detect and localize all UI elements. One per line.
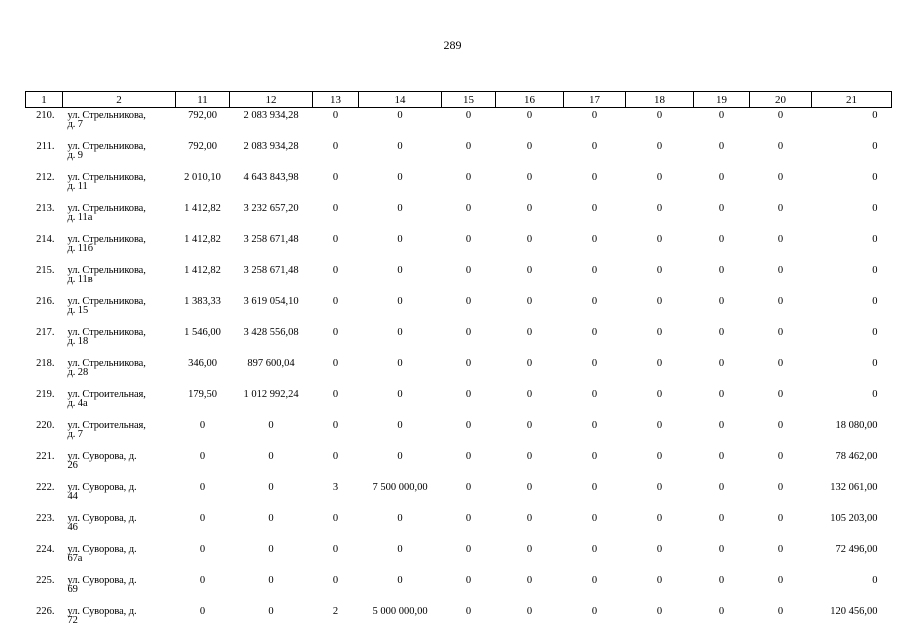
cell-col-11: 1 412,82 [184,234,221,245]
cell-col-11: 1 546,00 [184,327,221,338]
table-row [26,201,892,232]
cell-col-21: 78 462,00 [835,451,878,462]
address-street: ул. Стрельникова, [67,234,146,245]
data-table [25,91,892,635]
address-house: д. 18 [67,336,89,347]
cell-col-20: 0 [777,172,784,183]
cell-col-14: 0 [397,358,403,369]
page-number: 289 [443,38,462,52]
table-row [26,325,892,356]
cell-col-20: 0 [777,389,784,400]
cell-col-13: 0 [332,296,339,307]
address-cell [63,511,176,542]
cell-col-15: 0 [465,296,472,307]
address-street: ул. Суворова, д. [67,451,137,462]
row-number: 217. [36,327,55,338]
cell-col-21: 132 061,00 [830,482,878,493]
cell-col-15: 0 [465,544,472,555]
cell-col-13: 0 [332,265,339,276]
table-row [26,294,892,325]
cell-col-14: 0 [397,296,403,307]
cell-col-19: 0 [718,544,725,555]
cell-col-20: 0 [777,420,784,431]
address-house: д. 7 [67,429,83,440]
cell-col-15: 0 [465,203,472,214]
cell-col-13: 0 [332,327,339,338]
address-cell [63,325,176,356]
cell-col-11: 792,00 [188,141,217,152]
cell-col-11: 792,00 [188,110,217,121]
cell-col-16: 0 [526,358,533,369]
cell-col-16: 0 [526,389,533,400]
address-house: д. 9 [67,150,83,161]
row-number: 223. [36,513,55,524]
cell-col-18: 0 [656,389,663,400]
cell-col-20: 0 [777,513,784,524]
cell-col-18: 0 [656,265,663,276]
cell-col-19: 0 [718,451,725,462]
cell-col-11: 0 [199,420,206,431]
address-street: ул. Стрельникова, [67,358,146,369]
cell-col-17: 0 [591,327,598,338]
cell-col-19: 0 [718,172,725,183]
cell-col-14: 5 000 000,00 [372,606,428,617]
cell-col-21: 0 [872,265,878,276]
address-cell [63,573,176,604]
address-street: ул. Суворова, д. [67,606,137,617]
cell-col-18: 0 [656,234,663,245]
cell-col-21: 0 [872,172,878,183]
address-cell [63,480,176,511]
address-cell [63,294,176,325]
column-header-12: 12 [230,92,313,108]
address-cell [63,418,176,449]
table-row [26,232,892,263]
cell-col-13: 0 [332,544,339,555]
cell-col-17: 0 [591,234,598,245]
table-row [26,108,892,140]
cell-col-18: 0 [656,172,663,183]
cell-col-11: 0 [199,482,206,493]
cell-col-19: 0 [718,575,725,586]
cell-col-21: 0 [872,389,878,400]
cell-col-19: 0 [718,420,725,431]
cell-col-14: 0 [397,203,403,214]
cell-col-16: 0 [526,110,533,121]
table-row [26,263,892,294]
row-number: 210. [36,110,55,121]
cell-col-12: 0 [268,451,274,462]
cell-col-16: 0 [526,451,533,462]
address-cell [63,356,176,387]
cell-col-17: 0 [591,110,598,121]
cell-col-19: 0 [718,606,725,617]
cell-col-15: 0 [465,141,472,152]
cell-col-14: 0 [397,544,403,555]
cell-col-12: 4 643 843,98 [243,172,299,183]
cell-col-17: 0 [591,203,598,214]
cell-col-21: 18 080,00 [835,420,878,431]
cell-col-21: 120 456,00 [830,606,878,617]
cell-col-20: 0 [777,606,784,617]
cell-col-19: 0 [718,482,725,493]
cell-col-17: 0 [591,575,598,586]
address-street: ул. Суворова, д. [67,575,137,586]
row-number: 222. [36,482,55,493]
cell-col-15: 0 [465,575,472,586]
cell-col-18: 0 [656,110,663,121]
cell-col-21: 0 [872,296,878,307]
cell-col-21: 0 [872,110,878,121]
row-number: 215. [36,265,55,276]
cell-col-12: 3 258 671,48 [243,234,299,245]
cell-col-17: 0 [591,389,598,400]
cell-col-12: 3 619 054,10 [243,296,299,307]
cell-col-14: 0 [397,172,403,183]
cell-col-16: 0 [526,327,533,338]
cell-col-13: 0 [332,389,339,400]
cell-col-19: 0 [718,389,725,400]
row-number: 220. [36,420,55,431]
cell-col-18: 0 [656,606,663,617]
cell-col-12: 3 428 556,08 [243,327,299,338]
cell-col-20: 0 [777,482,784,493]
column-header-20: 20 [750,92,812,108]
cell-col-19: 0 [718,234,725,245]
cell-col-16: 0 [526,265,533,276]
row-number: 213. [36,203,55,214]
table-row [26,387,892,418]
cell-col-14: 0 [397,420,403,431]
cell-col-15: 0 [465,482,472,493]
cell-col-11: 0 [199,544,206,555]
cell-col-16: 0 [526,141,533,152]
cell-col-11: 1 412,82 [184,203,221,214]
address-house: 44 [67,491,78,502]
address-cell [63,139,176,170]
row-number: 216. [36,296,55,307]
row-number: 225. [36,575,55,586]
cell-col-14: 0 [397,234,403,245]
cell-col-14: 0 [397,389,403,400]
cell-col-11: 0 [199,575,206,586]
cell-col-20: 0 [777,203,784,214]
cell-col-20: 0 [777,575,784,586]
column-header-16: 16 [496,92,564,108]
cell-col-21: 0 [872,327,878,338]
cell-col-18: 0 [656,358,663,369]
cell-col-16: 0 [526,513,533,524]
cell-col-14: 0 [397,451,403,462]
address-cell [63,232,176,263]
cell-col-13: 0 [332,420,339,431]
address-cell [63,604,176,635]
table-row [26,480,892,511]
column-header-1: 1 [26,92,63,108]
cell-col-17: 0 [591,141,598,152]
table-row [26,139,892,170]
cell-col-21: 0 [872,141,878,152]
cell-col-13: 3 [332,482,339,493]
cell-col-13: 0 [332,110,339,121]
cell-col-17: 0 [591,606,598,617]
table-row [26,604,892,635]
column-header-19: 19 [694,92,750,108]
cell-col-12: 0 [268,544,274,555]
cell-col-16: 0 [526,203,533,214]
cell-col-17: 0 [591,451,598,462]
cell-col-11: 1 412,82 [184,265,221,276]
cell-col-14: 0 [397,327,403,338]
address-street: ул. Стрельникова, [67,110,146,121]
cell-col-20: 0 [777,110,784,121]
cell-col-19: 0 [718,265,725,276]
row-number: 221. [36,451,55,462]
cell-col-15: 0 [465,110,472,121]
cell-col-15: 0 [465,265,472,276]
cell-col-16: 0 [526,296,533,307]
cell-col-19: 0 [718,296,725,307]
cell-col-12: 897 600,04 [247,358,295,369]
cell-col-12: 2 083 934,28 [243,110,299,121]
address-cell [63,449,176,480]
column-header-11: 11 [176,92,230,108]
column-header-2: 2 [63,92,176,108]
column-header-14: 14 [359,92,442,108]
cell-col-21: 72 496,00 [835,544,878,555]
address-house: 46 [67,522,78,533]
cell-col-18: 0 [656,141,663,152]
address-house: д. 11а [67,212,93,223]
cell-col-13: 0 [332,203,339,214]
cell-col-21: 0 [872,358,878,369]
address-street: ул. Строительная, [67,389,146,400]
cell-col-20: 0 [777,234,784,245]
cell-col-13: 0 [332,451,339,462]
cell-col-21: 0 [872,203,878,214]
cell-col-20: 0 [777,141,784,152]
table-row [26,170,892,201]
cell-col-20: 0 [777,544,784,555]
address-street: ул. Стрельникова, [67,265,146,276]
row-number: 218. [36,358,55,369]
row-number: 214. [36,234,55,245]
cell-col-13: 0 [332,141,339,152]
cell-col-15: 0 [465,234,472,245]
cell-col-18: 0 [656,327,663,338]
cell-col-20: 0 [777,327,784,338]
cell-col-21: 105 203,00 [830,513,878,524]
address-street: ул. Суворова, д. [67,482,137,493]
address-cell [63,387,176,418]
column-header-21: 21 [812,92,892,108]
cell-col-17: 0 [591,513,598,524]
address-house: д. 11в [67,274,93,285]
cell-col-19: 0 [718,513,725,524]
column-header-15: 15 [442,92,496,108]
address-house: 69 [67,584,78,595]
cell-col-21: 0 [872,234,878,245]
cell-col-21: 0 [872,575,878,586]
cell-col-15: 0 [465,451,472,462]
cell-col-14: 0 [397,110,403,121]
cell-col-18: 0 [656,420,663,431]
column-header-13: 13 [313,92,359,108]
cell-col-16: 0 [526,234,533,245]
address-house: д. 28 [67,367,89,378]
address-house: 67а [67,553,83,564]
cell-col-20: 0 [777,265,784,276]
cell-col-13: 2 [332,606,339,617]
cell-col-17: 0 [591,544,598,555]
table-row [26,573,892,604]
address-house: 26 [67,460,78,471]
cell-col-19: 0 [718,110,725,121]
cell-col-17: 0 [591,420,598,431]
cell-col-14: 0 [397,575,403,586]
address-house: д. 11б [67,243,93,254]
cell-col-11: 0 [199,513,206,524]
address-house: 72 [67,615,78,626]
cell-col-12: 0 [268,420,274,431]
cell-col-14: 0 [397,265,403,276]
cell-col-19: 0 [718,358,725,369]
address-house: д. 7 [67,119,83,130]
cell-col-18: 0 [656,544,663,555]
address-street: ул. Стрельникова, [67,327,146,338]
cell-col-18: 0 [656,513,663,524]
cell-col-17: 0 [591,172,598,183]
cell-col-14: 7 500 000,00 [372,482,428,493]
table-row [26,449,892,480]
address-street: ул. Суворова, д. [67,544,137,555]
cell-col-16: 0 [526,172,533,183]
address-cell [63,108,176,140]
cell-col-16: 0 [526,606,533,617]
address-cell [63,542,176,573]
cell-col-12: 0 [268,606,274,617]
cell-col-11: 346,00 [188,358,217,369]
row-number: 224. [36,544,55,555]
cell-col-16: 0 [526,575,533,586]
column-header-18: 18 [626,92,694,108]
table-row [26,542,892,573]
address-cell [63,201,176,232]
row-number: 211. [36,141,55,152]
cell-col-14: 0 [397,141,403,152]
cell-col-17: 0 [591,482,598,493]
address-street: ул. Строительная, [67,420,146,431]
cell-col-17: 0 [591,296,598,307]
cell-col-13: 0 [332,358,339,369]
cell-col-19: 0 [718,141,725,152]
cell-col-16: 0 [526,482,533,493]
cell-col-18: 0 [656,451,663,462]
cell-col-15: 0 [465,513,472,524]
cell-col-15: 0 [465,327,472,338]
cell-col-18: 0 [656,203,663,214]
cell-col-12: 2 083 934,28 [243,141,299,152]
table-row [26,356,892,387]
cell-col-15: 0 [465,358,472,369]
cell-col-11: 1 383,33 [184,296,221,307]
cell-col-20: 0 [777,451,784,462]
address-house: д. 15 [67,305,89,316]
cell-col-12: 3 258 671,48 [243,265,299,276]
address-house: д. 4а [67,398,88,409]
cell-col-12: 3 232 657,20 [243,203,299,214]
address-street: ул. Стрельникова, [67,203,146,214]
cell-col-11: 179,50 [188,389,217,400]
cell-col-12: 0 [268,482,274,493]
address-cell [63,263,176,294]
cell-col-15: 0 [465,420,472,431]
address-street: ул. Стрельникова, [67,172,146,183]
row-number: 212. [36,172,55,183]
address-street: ул. Стрельникова, [67,141,146,152]
table-row [26,418,892,449]
cell-col-15: 0 [465,606,472,617]
address-street: ул. Стрельникова, [67,296,146,307]
cell-col-17: 0 [591,358,598,369]
cell-col-20: 0 [777,358,784,369]
cell-col-13: 0 [332,234,339,245]
cell-col-13: 0 [332,172,339,183]
table-row [26,511,892,542]
cell-col-12: 0 [268,575,274,586]
row-number: 226. [36,606,55,617]
address-house: д. 11 [67,181,88,192]
table-body [26,108,892,636]
cell-col-18: 0 [656,296,663,307]
cell-col-13: 0 [332,575,339,586]
address-street: ул. Суворова, д. [67,513,137,524]
cell-col-18: 0 [656,482,663,493]
cell-col-15: 0 [465,172,472,183]
cell-col-11: 0 [199,606,206,617]
cell-col-13: 0 [332,513,339,524]
cell-col-12: 1 012 992,24 [243,389,299,400]
cell-col-14: 0 [397,513,403,524]
cell-col-12: 0 [268,513,274,524]
cell-col-11: 2 010,10 [184,172,221,183]
cell-col-19: 0 [718,327,725,338]
cell-col-11: 0 [199,451,206,462]
cell-col-17: 0 [591,265,598,276]
table-header-row [26,92,892,108]
row-number: 219. [36,389,55,400]
cell-col-18: 0 [656,575,663,586]
column-header-17: 17 [564,92,626,108]
address-cell [63,170,176,201]
cell-col-15: 0 [465,389,472,400]
cell-col-20: 0 [777,296,784,307]
cell-col-16: 0 [526,420,533,431]
cell-col-16: 0 [526,544,533,555]
cell-col-19: 0 [718,203,725,214]
